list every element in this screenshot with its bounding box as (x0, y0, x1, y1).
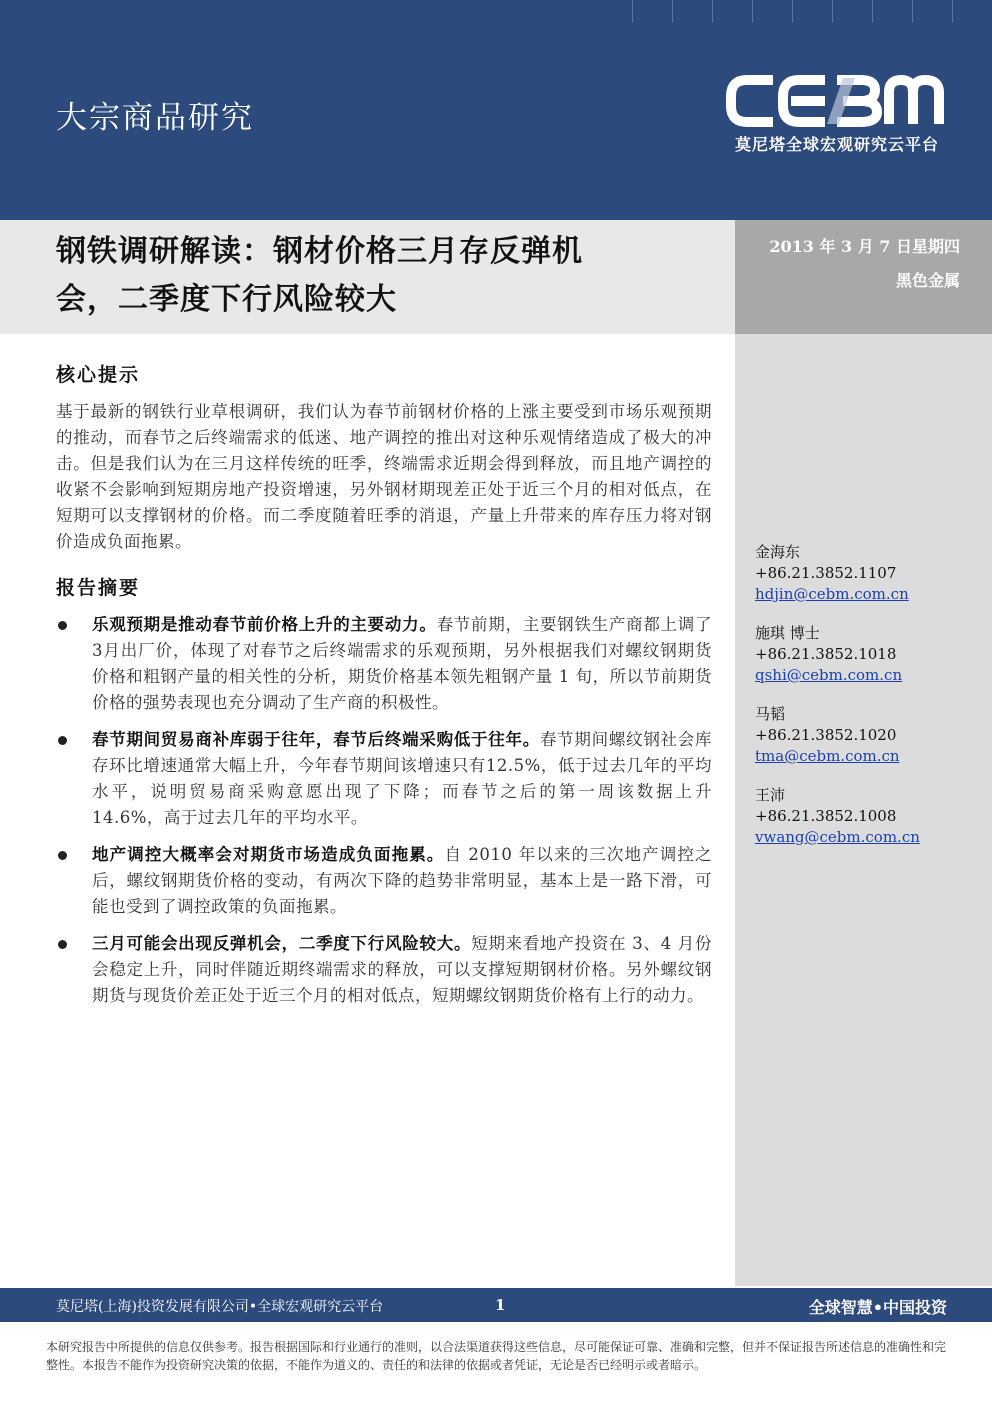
abstract-list (56, 612, 712, 1009)
footer-company: 莫尼塔(上海)投资发展有限公司•全球宏观研究云平台 (56, 1299, 384, 1315)
analyst-name: 施琪 博士 (755, 624, 820, 642)
bullet-text: 自 2010 年以来的三次地产调控之后，螺纹钢期货价格的变动，有两次下降的趋势非常明显，基本上是一路下滑，可能也受到了调控政策的负面拖累。 (92, 845, 713, 916)
report-date: 2013 年 3 月 7 日星期四 (769, 237, 960, 256)
bullet-lead: 乐观预期是推动春节前价格上升的主要动力。 (92, 615, 437, 634)
bullet-lead: 春节期间贸易商补库弱于往年，春节后终端采购低于往年。 (92, 730, 540, 749)
bullet-lead: 地产调控大概率会对期货市场造成负面拖累。 (92, 845, 445, 864)
logo-subtitle: 莫尼塔全球宏观研究云平台 (734, 135, 939, 154)
footer-slogan: 全球智慧•中国投资 (808, 1298, 947, 1317)
list-item (56, 612, 712, 716)
report-title-line1: 钢铁调研解读：钢材价格三月存反弹机 (56, 234, 583, 269)
analyst-phone: +86.21.3852.1107 (755, 564, 897, 582)
page-number: 1 (495, 1296, 506, 1314)
list-item (56, 931, 712, 1009)
list-item (56, 842, 712, 920)
analyst-name: 王沛 (755, 786, 786, 804)
bullet-icon (58, 736, 67, 745)
list-item (56, 727, 712, 831)
bullet-icon (58, 940, 67, 949)
analyst-contacts (755, 542, 980, 866)
bullet-icon (58, 851, 67, 860)
analyst-card (755, 623, 980, 686)
cebm-logo (725, 72, 950, 130)
analyst-email-link[interactable]: qshi@cebm.com.cn (755, 666, 903, 684)
series-title: 大宗商品研究 (56, 100, 254, 136)
header-grid-decoration (622, 0, 992, 22)
analyst-card (755, 785, 980, 848)
report-sector: 黑色金属 (895, 271, 960, 290)
summary-heading: 核心提示 (56, 364, 141, 386)
bullet-text: 春节期间螺纹钢社会库存环比增速通常大幅上升，今年春节期间该增速只有12.5%，低于过去几年的平均水平，说明贸易商采购意愿出现了下降；而春节之后的第一周该数据上升 14.6%，高于过去几年的平均水平。 (92, 730, 713, 827)
main-content (56, 360, 712, 1020)
report-title (56, 228, 716, 324)
analyst-name: 马韬 (755, 705, 786, 723)
analyst-phone: +86.21.3852.1008 (755, 807, 897, 825)
abstract-heading: 报告摘要 (56, 577, 141, 599)
analyst-email-link[interactable]: hdjin@cebm.com.cn (755, 585, 909, 603)
analyst-phone: +86.21.3852.1020 (755, 726, 897, 744)
analyst-email-link[interactable]: tma@cebm.com.cn (755, 747, 900, 765)
summary-paragraph: 基于最新的钢铁行业草根调研，我们认为春节前钢材价格的上涨主要受到市场乐观预期的推动，而春节之后终端需求的低迷、地产调控的推出对这种乐观情绪造成了极大的冲击。但是我们认为在三月这样传统的旺季，终端需求近期会得到释放，而且地产调控的收紧不会影响到短期房地产投资增速，另外钢材期现差正处于近三个月的相对低点，在短期可以支撑钢材的价格。而二季度随着旺季的消退，产量上升带来的库存压力将对钢价造成负面拖累。 (56, 402, 712, 551)
report-title-line2: 会，二季度下行风险较大 (56, 282, 397, 317)
bullet-icon (58, 621, 67, 630)
bullet-lead: 三月可能会出现反弹机会，二季度下行风险较大。 (92, 934, 472, 953)
analyst-name: 金海东 (755, 543, 801, 561)
bullet-text: 短期来看地产投资在 3、4 月份会稳定上升，同时伴随近期终端需求的释放，可以支撑短期钢材价格。另外螺纹钢期货与现货价差正处于近三个月的相对低点，短期螺纹钢期货价格有上行的动力。 (92, 934, 712, 1005)
analyst-email-link[interactable]: vwang@cebm.com.cn (755, 828, 920, 846)
analyst-card (755, 704, 980, 767)
bullet-text: 春节前期，主要钢铁生产商都上调了 3月出厂价，体现了对春节之后终端需求的乐观预期，另外根据我们对螺纹钢期货价格和粗钢产量的相关性的分析，期货价格基本领先粗钢产量 1 旬，所以节前期货价格的强势表现也充分调动了生产商的积极性。 (92, 615, 713, 712)
disclaimer-text: 本研究报告中所提供的信息仅供参考。报告根据国际和行业通行的准则，以合法渠道获得这些信息，尽可能保证可靠、准确和完整，但并不保证报告所述信息的准确性和完整性。本报告不能作为投资研究决策的依据，不能作为道义的、责任的和法律的依据或者凭证，无论是否已经明示或者暗示。 (46, 1340, 947, 1372)
analyst-phone: +86.21.3852.1018 (755, 645, 897, 663)
analyst-card (755, 542, 980, 605)
